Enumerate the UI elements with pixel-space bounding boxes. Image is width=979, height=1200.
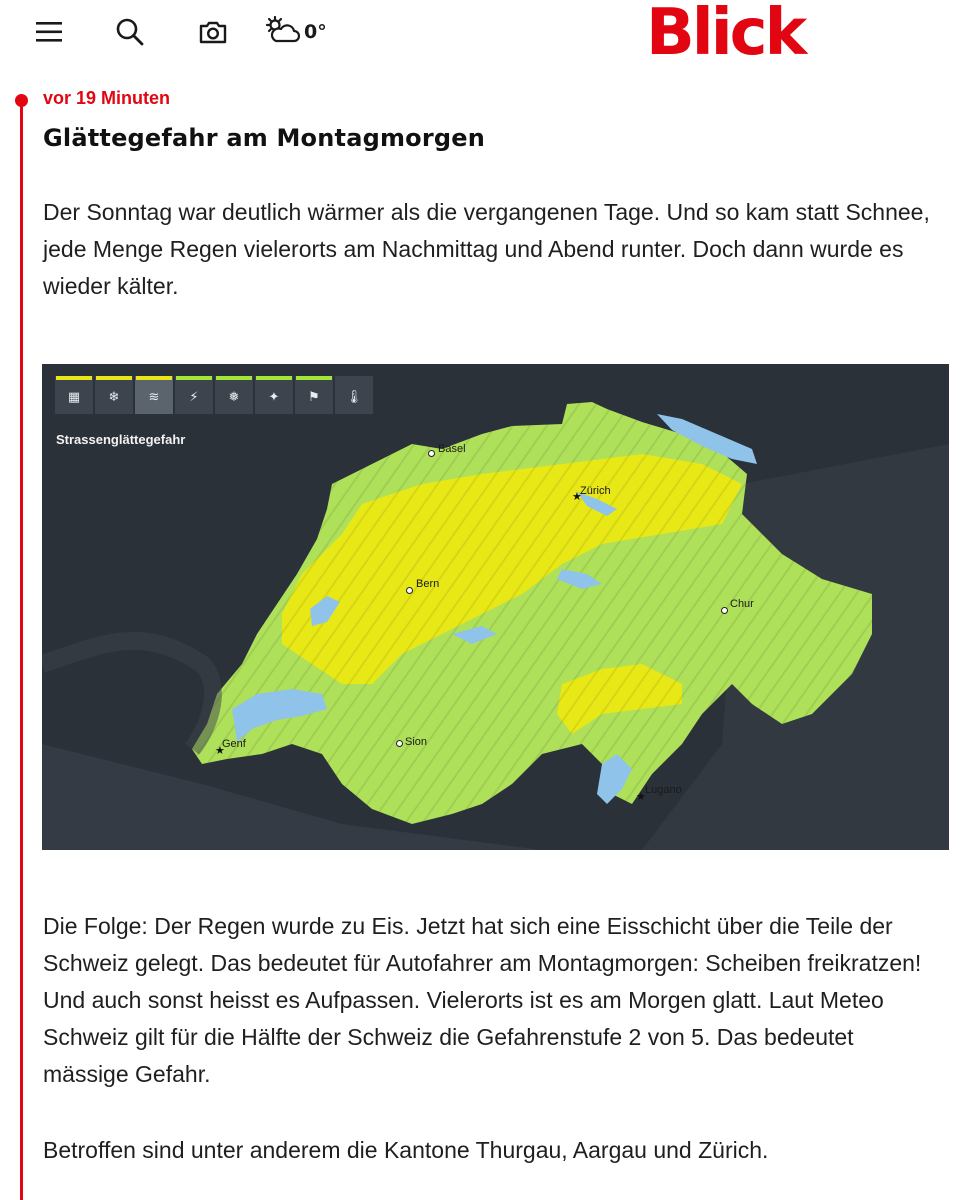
road-ice-icon: ≋ xyxy=(148,389,160,405)
temperature-readout: 0° xyxy=(304,21,327,43)
camera-icon[interactable] xyxy=(195,14,231,50)
wind-icon-button[interactable] xyxy=(255,376,293,414)
city-label-genf: Genf xyxy=(222,738,246,750)
city-marker-basel xyxy=(428,450,435,457)
flag-wind-icon-button[interactable] xyxy=(295,376,333,414)
city-label-sion: Sion xyxy=(405,736,428,748)
ticker-timeline-line xyxy=(20,99,23,1200)
wind-icon: ✦ xyxy=(268,389,280,405)
city-marker-zurich: ★ xyxy=(572,491,582,503)
weather-warning-map[interactable] xyxy=(42,364,949,850)
lightning-icon: ⚡ xyxy=(189,389,199,405)
blick-logo[interactable]: Blick xyxy=(646,0,805,70)
frost-thermometer-icon-button[interactable] xyxy=(215,376,253,414)
city-label-lugano: Lugano xyxy=(645,784,682,796)
post-title: Glättegefahr am Montagmorgen xyxy=(43,124,486,152)
post-paragraph-2: Die Folge: Der Regen wurde zu Eis. Jetzt hat sich eine Eisschicht über die Teile der Schweiz gelegt. Das bedeutet für Autofahrer am Montagmorgen: Scheiben freikratzen! Und auch sonst heisst es Aufpassen. Vielerorts ist es am Morgen glatt. Laut Meteo Schweiz gilt für die Hälfte der Schweiz die Gefahrenstufe 2 von 5. Das bedeutet mässige Gefahr. xyxy=(43,913,922,1087)
snowflake-cluster-icon: ❄ xyxy=(108,389,120,405)
city-label-chur: Chur xyxy=(730,598,754,610)
ticker-timeline-dot xyxy=(15,94,28,107)
snowflake-cluster-icon-button[interactable] xyxy=(95,376,133,414)
post-paragraph-1: Der Sonntag war deutlich wärmer als die vergangenen Tage. Und so kam statt Schnee, jede Menge Regen vielerorts am Nachmittag und Abend runter. Doch dann wurde es wieder kälter. xyxy=(43,199,930,299)
post-paragraph-3: Betroffen sind unter anderem die Kantone Thurgau, Aargau und Zürich. xyxy=(43,1137,769,1163)
city-marker-bern xyxy=(406,587,413,594)
weather-widget[interactable] xyxy=(264,14,327,50)
city-marker-lugano: ★ xyxy=(636,791,646,803)
city-marker-genf: ★ xyxy=(215,745,225,757)
map-layer-toolbar xyxy=(55,376,373,414)
city-label-zurich: Zürich xyxy=(580,485,611,497)
city-marker-sion xyxy=(396,740,403,747)
site-header xyxy=(0,0,979,70)
lightning-icon-button[interactable] xyxy=(175,376,213,414)
flag-wind-icon: ⚑ xyxy=(308,389,320,405)
city-label-bern: Bern xyxy=(416,578,440,590)
sun-cloud-icon xyxy=(264,15,300,50)
map-layer-label: Strassenglättegefahr xyxy=(56,432,186,447)
post-timestamp: vor 19 Minuten xyxy=(43,88,171,108)
city-marker-chur xyxy=(721,607,728,614)
thermometer-icon-button[interactable] xyxy=(335,376,373,414)
grid-icon: ▦ xyxy=(67,389,81,405)
grid-icon-button[interactable] xyxy=(55,376,93,414)
hamburger-menu-icon[interactable] xyxy=(31,14,67,50)
road-ice-icon-button[interactable] xyxy=(135,376,173,414)
search-icon[interactable] xyxy=(112,14,148,50)
thermometer-icon: 🌡 xyxy=(345,389,363,405)
city-label-basel: Basel xyxy=(438,443,466,455)
frost-thermometer-icon: ❅ xyxy=(228,389,240,405)
